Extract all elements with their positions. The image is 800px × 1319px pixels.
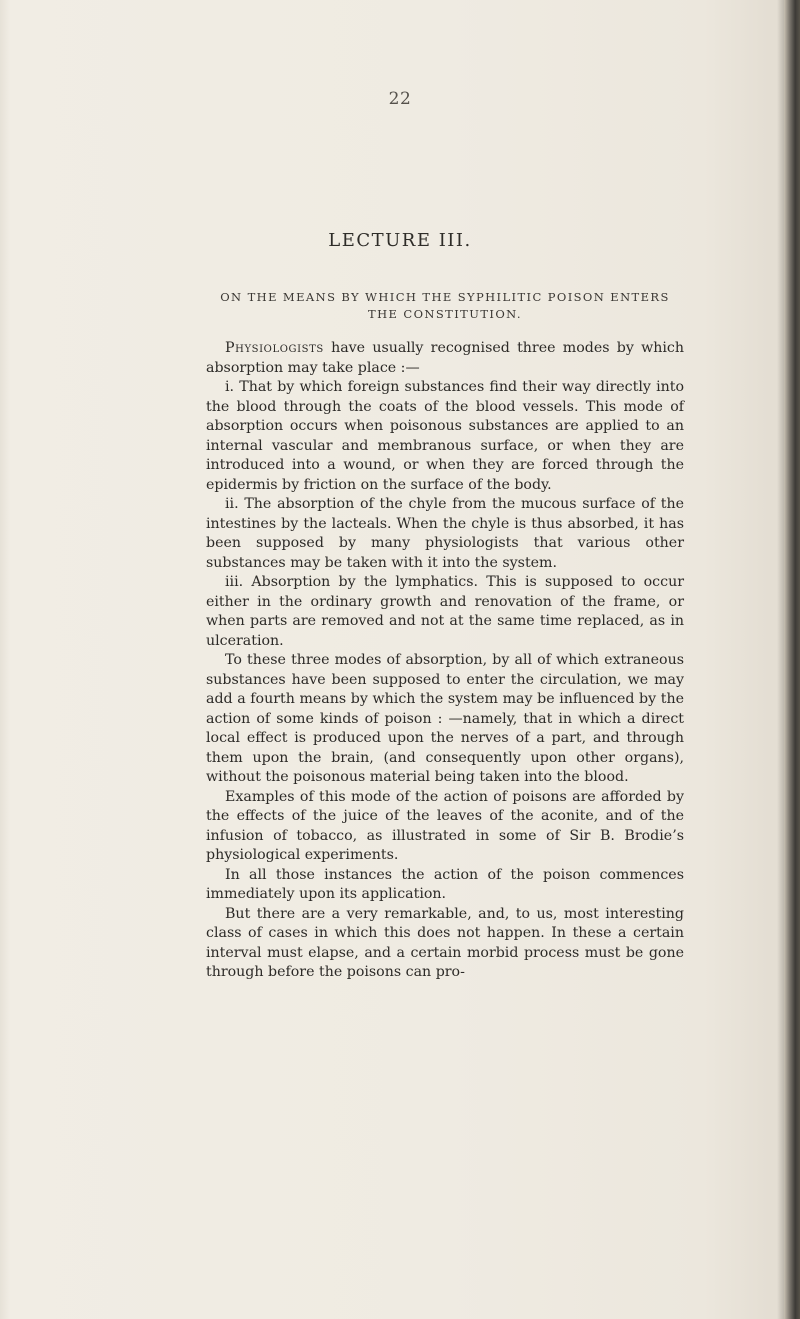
paragraph-mode-one: i. That by which foreign substances find their way directly into the blood through the coats of the blood vessels. This mode of absorption occurs when poisonous substances are applied to an internal vascular and membranous surface, or when they are introduced into a wound, or when they are forced through the epidermis by friction on the surface of the body. <box>206 379 684 493</box>
paragraph-examples: Examples of this mode of the action of poisons are afforded by the effects of the juice of the leaves of the aconite, and of the infusion of tobacco, as illustrated in some of Sir B. Brodie’s physiological experiments. <box>206 788 684 863</box>
page-number: 22 <box>388 89 412 109</box>
paragraph-intro <box>206 339 684 378</box>
paragraph-lead-word: Physiologists <box>225 340 324 356</box>
paragraph-mode-two: ii. The absorption of the chyle from the mucous surface of the intestines by the lacteals. When the chyle is thus absorbed, it has been supposed by many physiologists that various other substances may be taken with it into the system. <box>206 496 684 571</box>
lecture-title: LECTURE III. <box>328 230 472 251</box>
left-page-shadow <box>0 0 10 1319</box>
paragraph-remarkable-cases: But there are a very remarkable, and, to us, most interesting class of cases in which this does not happen. In these a certain interval must elapse, and a certain morbid process must be gone through before the poisons can pro- <box>206 905 684 980</box>
paragraph-text: have usually recognised three modes by which absorption may take place :— <box>206 340 684 376</box>
body-text <box>206 339 684 983</box>
lecture-subtitle: ON THE MEANS BY WHICH THE SYPHILITIC POISON ENTERS THE CONSTITUTION. <box>220 290 670 321</box>
paragraph-mode-three: iii. Absorption by the lymphatics. This is supposed to occur either in the ordinary growth and renovation of the frame, or when parts are removed and not at the same time replaced, as in ulceration. <box>206 574 684 649</box>
binding-edge <box>784 0 800 1319</box>
paragraph-fourth-means: To these three modes of absorption, by all of which extraneous substances have been supposed to enter the circulation, we may add a fourth means by which the system may be influenced by the action of some kinds of poison : —namely, that in which a direct local effect is produced upon the nerves of a part, and through them upon the brain, (and consequently upon other organs), without the poisonous material being taken into the blood. <box>206 652 684 785</box>
paragraph-instances: In all those instances the action of the poison commences immediately upon its application. <box>206 866 684 902</box>
